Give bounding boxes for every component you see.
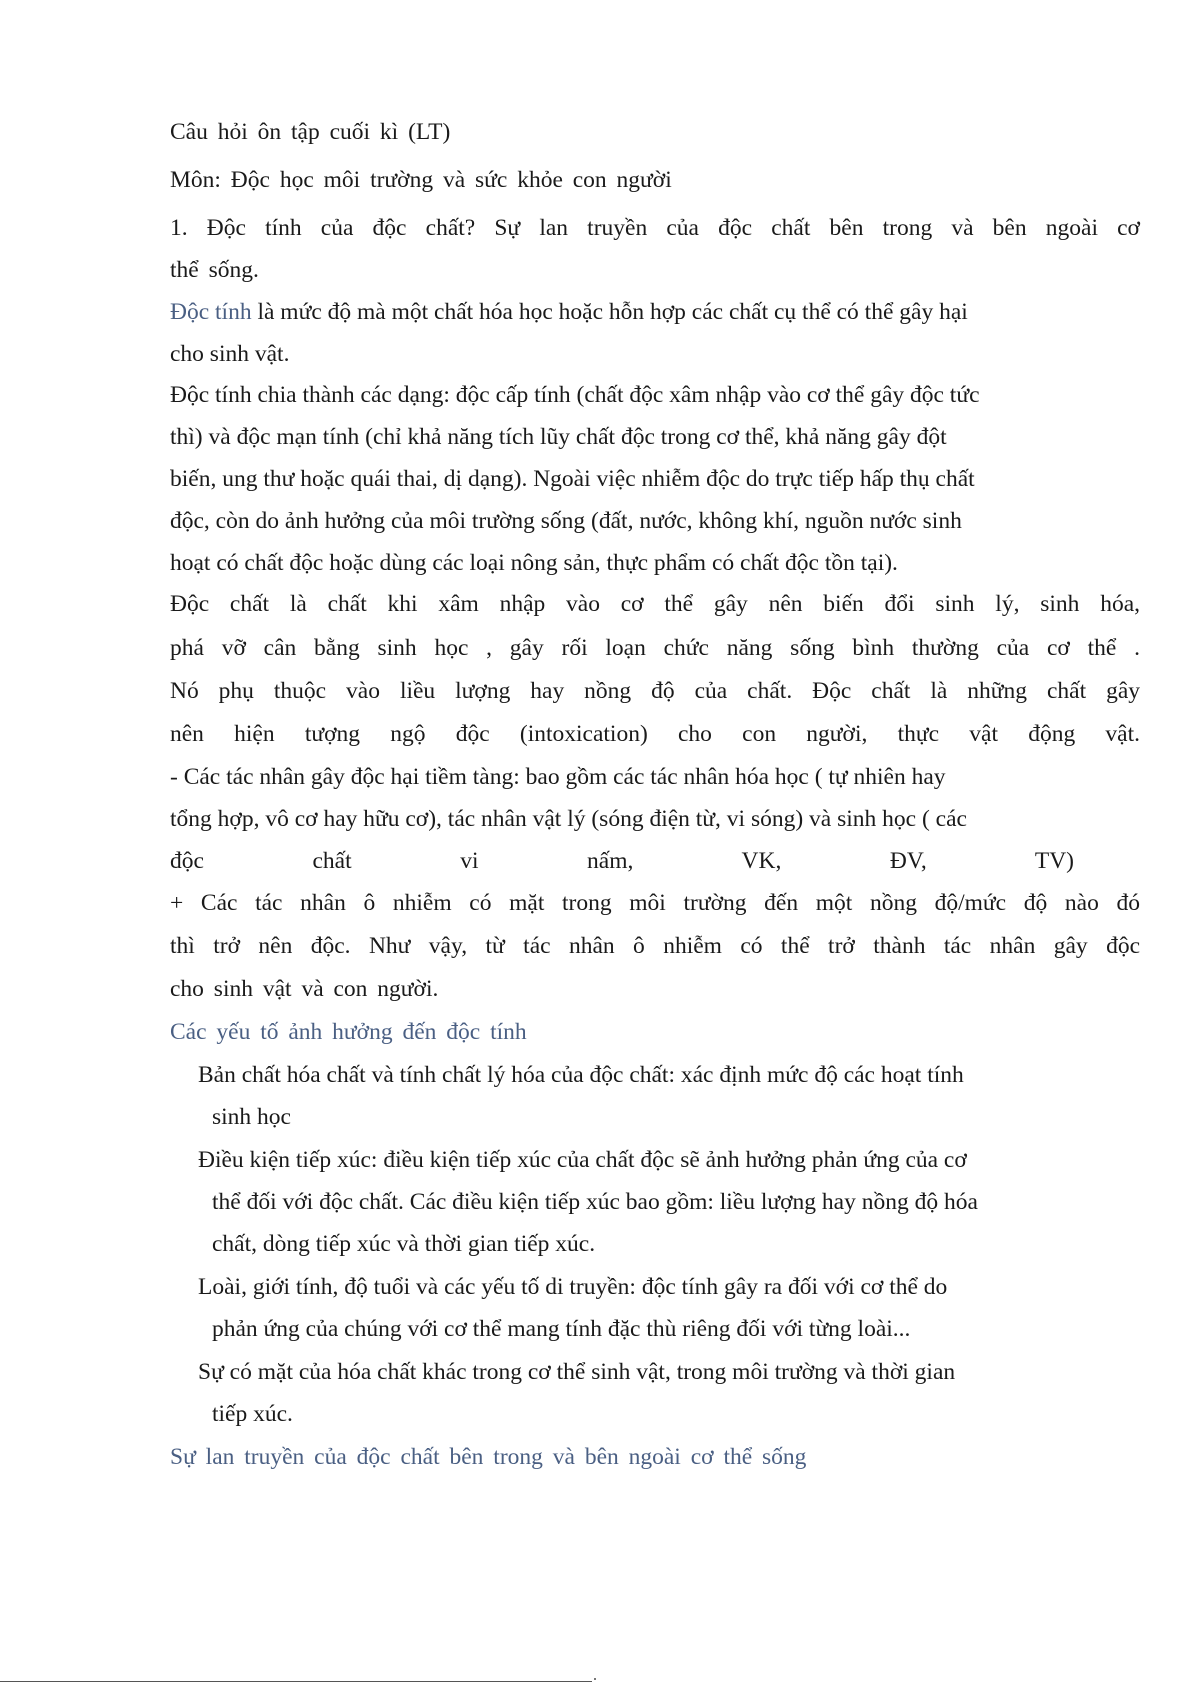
bullet-item-line: Bản chất hóa chất và tính chất lý hóa của độc chất: xác định mức độ các hoạt tính: [198, 1062, 964, 1088]
bullet-item-line: phản ứng của chúng với cơ thể mang tính đặc thù riêng đối với từng loài...: [212, 1316, 911, 1342]
footer-mark: [594, 1678, 596, 1680]
bullet-item-line: tiếp xúc.: [212, 1401, 293, 1427]
paragraph-line: phá vỡ cân bằng sinh học , gây rối loạn chức năng sống bình thường của cơ thể .: [170, 635, 1140, 661]
definition-text: là mức độ mà một chất hóa học hoặc hỗn hợp các chất cụ thể có thể gây hại: [251, 299, 968, 325]
bullet-item-line: Sự có mặt của hóa chất khác trong cơ thể sinh vật, trong môi trường và thời gian: [198, 1359, 956, 1385]
bullet-item-line: chất, dòng tiếp xúc và thời gian tiếp xúc.: [212, 1231, 596, 1257]
paragraph-line: độc, còn do ảnh hưởng của môi trường sống (đất, nước, không khí, nguồn nước sinh: [170, 508, 962, 534]
question-1-line-2: thể sống.: [170, 257, 259, 283]
definition-term: Độc tính: [170, 299, 252, 325]
footer-rule: [0, 1681, 592, 1682]
paragraph-line: thì) và độc mạn tính (chỉ khả năng tích lũy chất độc trong cơ thể, khả năng gây đột: [170, 424, 947, 450]
paragraph-line: + Các tác nhân ô nhiễm có mặt trong môi trường đến một nồng độ/mức độ nào đó: [170, 890, 1140, 916]
bullet-item-line: thể đối với độc chất. Các điều kiện tiếp xúc bao gồm: liều lượng hay nồng độ hóa: [212, 1189, 978, 1215]
bullet-item-line: sinh học: [212, 1104, 291, 1130]
section-heading-spread: Sự lan truyền của độc chất bên trong và bên ngoài cơ thể sống: [170, 1444, 807, 1470]
definition-line-2: cho sinh vật.: [170, 341, 290, 367]
paragraph-line: nên hiện tượng ngộ độc (intoxication) cho con người, thực vật động vật.: [170, 721, 1140, 747]
bullet-item-line: Điều kiện tiếp xúc: điều kiện tiếp xúc của chất độc sẽ ảnh hưởng phản ứng của cơ: [198, 1147, 967, 1173]
paragraph-line: - Các tác nhân gây độc hại tiềm tàng: bao gồm các tác nhân hóa học ( tự nhiên hay: [170, 764, 946, 790]
paragraph-line: tổng hợp, vô cơ hay hữu cơ), tác nhân vật lý (sóng điện từ, vi sóng) và sinh học ( các: [170, 806, 967, 832]
paragraph-line: Độc tính chia thành các dạng: độc cấp tính (chất độc xâm nhập vào cơ thể gây độc tức: [170, 382, 980, 408]
paragraph-line: Độc chất là chất khi xâm nhập vào cơ thể gây nên biến đổi sinh lý, sinh hóa,: [170, 591, 1140, 617]
definition-line-1: [170, 298, 968, 326]
paragraph-line: độc chất vi nấm, VK, ĐV, TV): [170, 848, 1074, 874]
section-heading-factors: Các yếu tố ảnh hưởng đến độc tính: [170, 1019, 527, 1045]
paragraph-line: thì trở nên độc. Như vậy, từ tác nhân ô nhiễm có thể trở thành tác nhân gây độc: [170, 933, 1140, 959]
question-1-line-1: 1. Độc tính của độc chất? Sự lan truyền của độc chất bên trong và bên ngoài cơ: [170, 215, 1140, 241]
doc-subject: Môn: Độc học môi trường và sức khỏe con người: [170, 167, 672, 193]
paragraph-line: hoạt có chất độc hoặc dùng các loại nông sản, thực phẩm có chất độc tồn tại).: [170, 550, 898, 576]
paragraph-line: biến, ung thư hoặc quái thai, dị dạng). Ngoài việc nhiễm độc do trực tiếp hấp thụ chất: [170, 466, 975, 492]
bullet-item-line: Loài, giới tính, độ tuổi và các yếu tố di truyền: độc tính gây ra đối với cơ thể do: [198, 1274, 948, 1300]
paragraph-line: cho sinh vật và con người.: [170, 976, 439, 1002]
doc-title: Câu hỏi ôn tập cuối kì (LT): [170, 119, 451, 145]
paragraph-line: Nó phụ thuộc vào liều lượng hay nồng độ của chất. Độc chất là những chất gây: [170, 678, 1140, 704]
